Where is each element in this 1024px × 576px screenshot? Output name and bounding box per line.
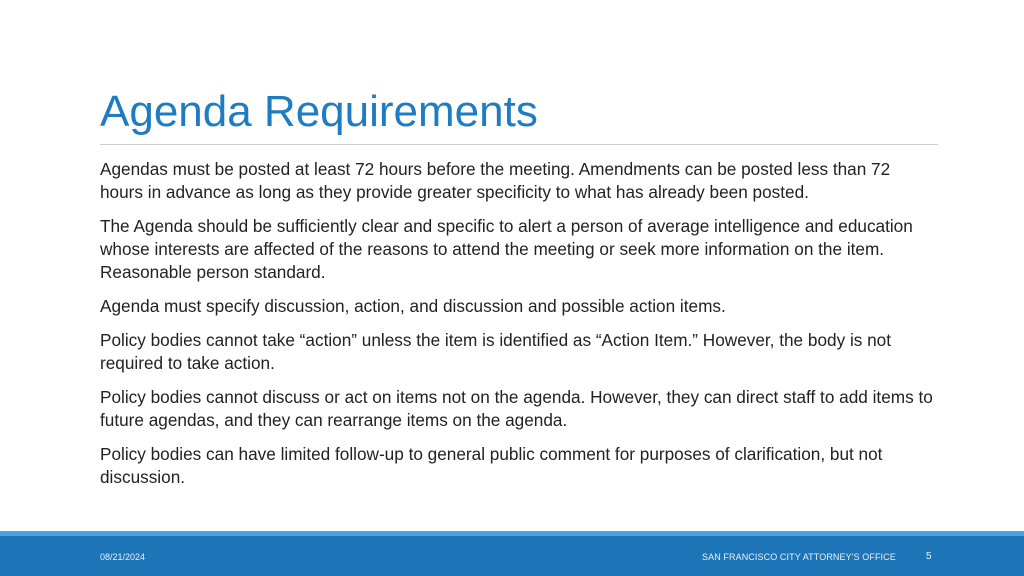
footer-bar bbox=[0, 536, 1024, 576]
slide-title: Agenda Requirements bbox=[100, 87, 538, 136]
paragraph-public-comment: Policy bodies can have limited follow-up to general public comment for purposes of clarification, but not discussion. bbox=[100, 444, 883, 487]
paragraph-off-agenda-items: Policy bodies cannot discuss or act on items not on the agenda. However, they can direct staff to add items to future agendas, and they can rearrange items on the agenda. bbox=[100, 387, 933, 430]
paragraph-posting-deadline: Agendas must be posted at least 72 hours before the meeting. Amendments can be posted less than 72 hours in advance as long as they provide greater specificity to what has already been posted. bbox=[100, 159, 891, 202]
footer-page-number: 5 bbox=[926, 551, 932, 562]
paragraph-agenda-clarity: The Agenda should be sufficiently clear and specific to alert a person of average intelligence and education whose interests are affected of the reasons to attend the meeting or seek more information on the item. Reasonable person standard. bbox=[100, 216, 913, 282]
paragraph-action-items: Policy bodies cannot take “action” unless the item is identified as “Action Item.” However, the body is not required to take action. bbox=[100, 330, 892, 373]
footer-organization: SAN FRANCISCO CITY ATTORNEY'S OFFICE bbox=[702, 552, 896, 562]
footer-date: 08/21/2024 bbox=[100, 552, 146, 562]
paragraph-item-types: Agenda must specify discussion, action, and discussion and possible action items. bbox=[100, 296, 726, 316]
title-divider bbox=[100, 144, 938, 145]
slide-body bbox=[100, 158, 936, 500]
